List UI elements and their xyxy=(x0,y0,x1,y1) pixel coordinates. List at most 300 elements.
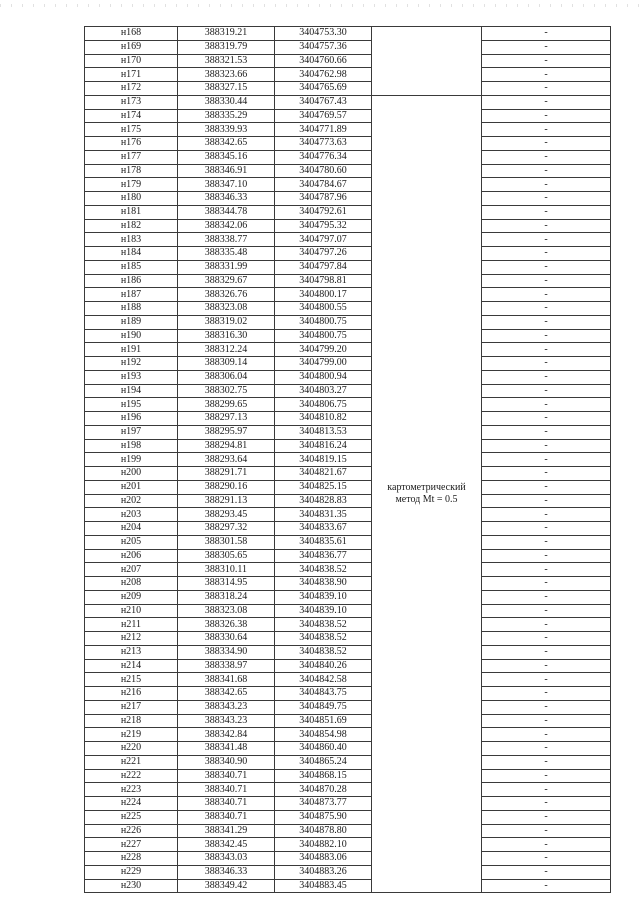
y-coordinate-cell: 3404825.15 xyxy=(275,480,372,494)
x-coordinate-cell: 388291.13 xyxy=(178,494,275,508)
x-coordinate-cell: 388342.84 xyxy=(178,728,275,742)
point-name-cell: н207 xyxy=(85,563,178,577)
table-row xyxy=(85,68,611,82)
x-coordinate-cell: 388301.58 xyxy=(178,535,275,549)
y-coordinate-cell: 3404843.75 xyxy=(275,687,372,701)
x-coordinate-cell: 388335.48 xyxy=(178,247,275,261)
y-coordinate-cell: 3404875.90 xyxy=(275,810,372,824)
table-row xyxy=(85,425,611,439)
x-coordinate-cell: 388293.64 xyxy=(178,453,275,467)
x-coordinate-cell: 388318.24 xyxy=(178,590,275,604)
y-coordinate-cell: 3404810.82 xyxy=(275,412,372,426)
point-name-cell: н221 xyxy=(85,755,178,769)
point-name-cell: н218 xyxy=(85,714,178,728)
y-coordinate-cell: 3404753.30 xyxy=(275,27,372,41)
table-row xyxy=(85,494,611,508)
point-name-cell: н223 xyxy=(85,783,178,797)
point-name-cell: н213 xyxy=(85,645,178,659)
x-coordinate-cell: 388306.04 xyxy=(178,370,275,384)
table-row xyxy=(85,769,611,783)
y-coordinate-cell: 3404813.53 xyxy=(275,425,372,439)
error-value-cell: - xyxy=(482,357,611,371)
y-coordinate-cell: 3404865.24 xyxy=(275,755,372,769)
y-coordinate-cell: 3404773.63 xyxy=(275,137,372,151)
table-row xyxy=(85,192,611,206)
point-name-cell: н201 xyxy=(85,480,178,494)
table-row xyxy=(85,384,611,398)
table-row xyxy=(85,260,611,274)
error-value-cell: - xyxy=(482,247,611,261)
point-name-cell: н169 xyxy=(85,40,178,54)
x-coordinate-cell: 388341.29 xyxy=(178,824,275,838)
y-coordinate-cell: 3404757.36 xyxy=(275,40,372,54)
table-row xyxy=(85,563,611,577)
y-coordinate-cell: 3404835.61 xyxy=(275,535,372,549)
error-value-cell: - xyxy=(482,82,611,96)
table-row xyxy=(85,797,611,811)
point-name-cell: н171 xyxy=(85,68,178,82)
error-value-cell: - xyxy=(482,302,611,316)
x-coordinate-cell: 388290.16 xyxy=(178,480,275,494)
point-name-cell: н211 xyxy=(85,618,178,632)
x-coordinate-cell: 388327.15 xyxy=(178,82,275,96)
point-name-cell: н202 xyxy=(85,494,178,508)
table-row xyxy=(85,398,611,412)
error-value-cell: - xyxy=(482,879,611,893)
error-value-cell: - xyxy=(482,673,611,687)
y-coordinate-cell: 3404851.69 xyxy=(275,714,372,728)
point-name-cell: н227 xyxy=(85,838,178,852)
point-name-cell: н168 xyxy=(85,27,178,41)
x-coordinate-cell: 388291.71 xyxy=(178,467,275,481)
error-value-cell: - xyxy=(482,27,611,41)
error-value-cell: - xyxy=(482,137,611,151)
table-row xyxy=(85,343,611,357)
error-value-cell: - xyxy=(482,109,611,123)
x-coordinate-cell: 388330.64 xyxy=(178,632,275,646)
error-value-cell: - xyxy=(482,384,611,398)
table-row xyxy=(85,659,611,673)
x-coordinate-cell: 388346.91 xyxy=(178,164,275,178)
point-name-cell: н184 xyxy=(85,247,178,261)
x-coordinate-cell: 388342.06 xyxy=(178,219,275,233)
error-value-cell: - xyxy=(482,315,611,329)
error-value-cell: - xyxy=(482,494,611,508)
y-coordinate-cell: 3404792.61 xyxy=(275,205,372,219)
x-coordinate-cell: 388343.03 xyxy=(178,852,275,866)
error-value-cell: - xyxy=(482,205,611,219)
table-row xyxy=(85,728,611,742)
table-row xyxy=(85,549,611,563)
y-coordinate-cell: 3404795.32 xyxy=(275,219,372,233)
table-row xyxy=(85,783,611,797)
y-coordinate-cell: 3404839.10 xyxy=(275,590,372,604)
y-coordinate-cell: 3404769.57 xyxy=(275,109,372,123)
point-name-cell: н209 xyxy=(85,590,178,604)
x-coordinate-cell: 388295.97 xyxy=(178,425,275,439)
point-name-cell: н203 xyxy=(85,508,178,522)
scan-artifact-line xyxy=(0,4,640,7)
point-name-cell: н181 xyxy=(85,205,178,219)
x-coordinate-cell: 388299.65 xyxy=(178,398,275,412)
y-coordinate-cell: 3404838.52 xyxy=(275,645,372,659)
error-value-cell: - xyxy=(482,604,611,618)
point-name-cell: н229 xyxy=(85,865,178,879)
table-row xyxy=(85,824,611,838)
error-value-cell: - xyxy=(482,632,611,646)
x-coordinate-cell: 388344.78 xyxy=(178,205,275,219)
point-name-cell: н219 xyxy=(85,728,178,742)
point-name-cell: н183 xyxy=(85,233,178,247)
y-coordinate-cell: 3404760.66 xyxy=(275,54,372,68)
table-row xyxy=(85,810,611,824)
y-coordinate-cell: 3404868.15 xyxy=(275,769,372,783)
table-row xyxy=(85,150,611,164)
point-name-cell: н225 xyxy=(85,810,178,824)
error-value-cell: - xyxy=(482,370,611,384)
error-value-cell: - xyxy=(482,150,611,164)
error-value-cell: - xyxy=(482,343,611,357)
x-coordinate-cell: 388321.53 xyxy=(178,54,275,68)
table-row xyxy=(85,274,611,288)
y-coordinate-cell: 3404828.83 xyxy=(275,494,372,508)
y-coordinate-cell: 3404803.27 xyxy=(275,384,372,398)
y-coordinate-cell: 3404833.67 xyxy=(275,522,372,536)
error-value-cell: - xyxy=(482,95,611,109)
x-coordinate-cell: 388323.66 xyxy=(178,68,275,82)
table-row xyxy=(85,714,611,728)
y-coordinate-cell: 3404883.45 xyxy=(275,879,372,893)
table-row xyxy=(85,178,611,192)
point-name-cell: н196 xyxy=(85,412,178,426)
coordinates-table xyxy=(84,26,611,893)
y-coordinate-cell: 3404838.52 xyxy=(275,563,372,577)
y-coordinate-cell: 3404800.94 xyxy=(275,370,372,384)
point-name-cell: н197 xyxy=(85,425,178,439)
table-row xyxy=(85,27,611,41)
error-value-cell: - xyxy=(482,233,611,247)
table-row xyxy=(85,233,611,247)
point-name-cell: н208 xyxy=(85,577,178,591)
x-coordinate-cell: 388338.77 xyxy=(178,233,275,247)
y-coordinate-cell: 3404799.20 xyxy=(275,343,372,357)
x-coordinate-cell: 388341.68 xyxy=(178,673,275,687)
error-value-cell: - xyxy=(482,769,611,783)
point-name-cell: н185 xyxy=(85,260,178,274)
y-coordinate-cell: 3404873.77 xyxy=(275,797,372,811)
point-name-cell: н175 xyxy=(85,123,178,137)
y-coordinate-cell: 3404797.84 xyxy=(275,260,372,274)
error-value-cell: - xyxy=(482,68,611,82)
point-name-cell: н205 xyxy=(85,535,178,549)
error-value-cell: - xyxy=(482,439,611,453)
table-row xyxy=(85,288,611,302)
point-name-cell: н226 xyxy=(85,824,178,838)
error-value-cell: - xyxy=(482,453,611,467)
table-row xyxy=(85,82,611,96)
x-coordinate-cell: 388329.67 xyxy=(178,274,275,288)
table-row xyxy=(85,40,611,54)
x-coordinate-cell: 388345.16 xyxy=(178,150,275,164)
table-row xyxy=(85,95,611,109)
x-coordinate-cell: 388340.71 xyxy=(178,810,275,824)
point-name-cell: н176 xyxy=(85,137,178,151)
x-coordinate-cell: 388342.45 xyxy=(178,838,275,852)
error-value-cell: - xyxy=(482,797,611,811)
table-row xyxy=(85,467,611,481)
error-value-cell: - xyxy=(482,425,611,439)
point-name-cell: н228 xyxy=(85,852,178,866)
y-coordinate-cell: 3404776.34 xyxy=(275,150,372,164)
point-name-cell: н215 xyxy=(85,673,178,687)
x-coordinate-cell: 388343.23 xyxy=(178,714,275,728)
table-row xyxy=(85,879,611,893)
x-coordinate-cell: 388341.48 xyxy=(178,742,275,756)
table-row xyxy=(85,315,611,329)
error-value-cell: - xyxy=(482,54,611,68)
error-value-cell: - xyxy=(482,508,611,522)
y-coordinate-cell: 3404765.69 xyxy=(275,82,372,96)
y-coordinate-cell: 3404883.06 xyxy=(275,852,372,866)
table-row xyxy=(85,700,611,714)
error-value-cell: - xyxy=(482,824,611,838)
x-coordinate-cell: 388335.29 xyxy=(178,109,275,123)
y-coordinate-cell: 3404784.67 xyxy=(275,178,372,192)
y-coordinate-cell: 3404806.75 xyxy=(275,398,372,412)
x-coordinate-cell: 388346.33 xyxy=(178,865,275,879)
table-row xyxy=(85,632,611,646)
table-row xyxy=(85,577,611,591)
x-coordinate-cell: 388319.79 xyxy=(178,40,275,54)
error-value-cell: - xyxy=(482,563,611,577)
x-coordinate-cell: 388342.65 xyxy=(178,687,275,701)
x-coordinate-cell: 388331.99 xyxy=(178,260,275,274)
error-value-cell: - xyxy=(482,480,611,494)
y-coordinate-cell: 3404836.77 xyxy=(275,549,372,563)
table-row xyxy=(85,205,611,219)
table-row xyxy=(85,357,611,371)
x-coordinate-cell: 388340.71 xyxy=(178,769,275,783)
y-coordinate-cell: 3404838.52 xyxy=(275,618,372,632)
point-name-cell: н193 xyxy=(85,370,178,384)
point-name-cell: н210 xyxy=(85,604,178,618)
y-coordinate-cell: 3404860.40 xyxy=(275,742,372,756)
x-coordinate-cell: 388323.08 xyxy=(178,604,275,618)
method-accuracy-label: метод Mt = 0.5 xyxy=(395,494,458,505)
error-value-cell: - xyxy=(482,123,611,137)
point-name-cell: н174 xyxy=(85,109,178,123)
y-coordinate-cell: 3404819.15 xyxy=(275,453,372,467)
x-coordinate-cell: 388339.93 xyxy=(178,123,275,137)
x-coordinate-cell: 388343.23 xyxy=(178,700,275,714)
y-coordinate-cell: 3404838.52 xyxy=(275,632,372,646)
error-value-cell: - xyxy=(482,40,611,54)
error-value-cell: - xyxy=(482,274,611,288)
table-row xyxy=(85,673,611,687)
table-row xyxy=(85,508,611,522)
table-row xyxy=(85,522,611,536)
table-row xyxy=(85,439,611,453)
error-value-cell: - xyxy=(482,852,611,866)
error-value-cell: - xyxy=(482,178,611,192)
table-row xyxy=(85,109,611,123)
table-row xyxy=(85,742,611,756)
error-value-cell: - xyxy=(482,577,611,591)
y-coordinate-cell: 3404870.28 xyxy=(275,783,372,797)
error-value-cell: - xyxy=(482,865,611,879)
point-name-cell: н194 xyxy=(85,384,178,398)
point-name-cell: н192 xyxy=(85,357,178,371)
error-value-cell: - xyxy=(482,192,611,206)
y-coordinate-cell: 3404780.60 xyxy=(275,164,372,178)
x-coordinate-cell: 388334.90 xyxy=(178,645,275,659)
x-coordinate-cell: 388346.33 xyxy=(178,192,275,206)
x-coordinate-cell: 388293.45 xyxy=(178,508,275,522)
point-name-cell: н180 xyxy=(85,192,178,206)
error-value-cell: - xyxy=(482,810,611,824)
y-coordinate-cell: 3404800.55 xyxy=(275,302,372,316)
y-coordinate-cell: 3404849.75 xyxy=(275,700,372,714)
error-value-cell: - xyxy=(482,288,611,302)
point-name-cell: н173 xyxy=(85,95,178,109)
point-name-cell: н178 xyxy=(85,164,178,178)
point-name-cell: н187 xyxy=(85,288,178,302)
point-name-cell: н179 xyxy=(85,178,178,192)
error-value-cell: - xyxy=(482,260,611,274)
x-coordinate-cell: 388297.13 xyxy=(178,412,275,426)
y-coordinate-cell: 3404767.43 xyxy=(275,95,372,109)
y-coordinate-cell: 3404882.10 xyxy=(275,838,372,852)
error-value-cell: - xyxy=(482,164,611,178)
point-name-cell: н189 xyxy=(85,315,178,329)
x-coordinate-cell: 388319.21 xyxy=(178,27,275,41)
error-value-cell: - xyxy=(482,645,611,659)
error-value-cell: - xyxy=(482,522,611,536)
y-coordinate-cell: 3404797.07 xyxy=(275,233,372,247)
y-coordinate-cell: 3404854.98 xyxy=(275,728,372,742)
table-row xyxy=(85,865,611,879)
y-coordinate-cell: 3404798.81 xyxy=(275,274,372,288)
y-coordinate-cell: 3404800.17 xyxy=(275,288,372,302)
error-value-cell: - xyxy=(482,714,611,728)
table-row xyxy=(85,412,611,426)
y-coordinate-cell: 3404840.26 xyxy=(275,659,372,673)
table-row xyxy=(85,535,611,549)
point-name-cell: н217 xyxy=(85,700,178,714)
table-row xyxy=(85,453,611,467)
x-coordinate-cell: 388316.30 xyxy=(178,329,275,343)
x-coordinate-cell: 388319.02 xyxy=(178,315,275,329)
x-coordinate-cell: 388302.75 xyxy=(178,384,275,398)
coordinates-table-body xyxy=(85,27,611,893)
x-coordinate-cell: 388326.38 xyxy=(178,618,275,632)
table-row xyxy=(85,137,611,151)
table-row xyxy=(85,302,611,316)
x-coordinate-cell: 388310.11 xyxy=(178,563,275,577)
error-value-cell: - xyxy=(482,838,611,852)
error-value-cell: - xyxy=(482,467,611,481)
error-value-cell: - xyxy=(482,728,611,742)
error-value-cell: - xyxy=(482,755,611,769)
table-row xyxy=(85,645,611,659)
point-name-cell: н212 xyxy=(85,632,178,646)
y-coordinate-cell: 3404838.90 xyxy=(275,577,372,591)
table-row xyxy=(85,370,611,384)
point-name-cell: н191 xyxy=(85,343,178,357)
y-coordinate-cell: 3404787.96 xyxy=(275,192,372,206)
table-row xyxy=(85,247,611,261)
x-coordinate-cell: 388314.95 xyxy=(178,577,275,591)
error-value-cell: - xyxy=(482,329,611,343)
y-coordinate-cell: 3404771.89 xyxy=(275,123,372,137)
y-coordinate-cell: 3404878.80 xyxy=(275,824,372,838)
y-coordinate-cell: 3404762.98 xyxy=(275,68,372,82)
point-name-cell: н206 xyxy=(85,549,178,563)
x-coordinate-cell: 388342.65 xyxy=(178,137,275,151)
error-value-cell: - xyxy=(482,783,611,797)
x-coordinate-cell: 388297.32 xyxy=(178,522,275,536)
point-name-cell: н188 xyxy=(85,302,178,316)
x-coordinate-cell: 388349.42 xyxy=(178,879,275,893)
method-label: картометрический xyxy=(387,482,466,493)
point-name-cell: н177 xyxy=(85,150,178,164)
table-row xyxy=(85,329,611,343)
table-row xyxy=(85,480,611,494)
error-value-cell: - xyxy=(482,687,611,701)
point-name-cell: н182 xyxy=(85,219,178,233)
error-value-cell: - xyxy=(482,590,611,604)
y-coordinate-cell: 3404800.75 xyxy=(275,315,372,329)
point-name-cell: н172 xyxy=(85,82,178,96)
y-coordinate-cell: 3404821.67 xyxy=(275,467,372,481)
table-row xyxy=(85,590,611,604)
x-coordinate-cell: 388294.81 xyxy=(178,439,275,453)
x-coordinate-cell: 388305.65 xyxy=(178,549,275,563)
point-name-cell: н204 xyxy=(85,522,178,536)
table-row xyxy=(85,852,611,866)
table-row xyxy=(85,755,611,769)
y-coordinate-cell: 3404842.58 xyxy=(275,673,372,687)
x-coordinate-cell: 388323.08 xyxy=(178,302,275,316)
x-coordinate-cell: 388309.14 xyxy=(178,357,275,371)
table-row xyxy=(85,618,611,632)
point-name-cell: н198 xyxy=(85,439,178,453)
point-name-cell: н214 xyxy=(85,659,178,673)
error-value-cell: - xyxy=(482,412,611,426)
y-coordinate-cell: 3404831.35 xyxy=(275,508,372,522)
y-coordinate-cell: 3404800.75 xyxy=(275,329,372,343)
y-coordinate-cell: 3404839.10 xyxy=(275,604,372,618)
point-name-cell: н200 xyxy=(85,467,178,481)
point-name-cell: н224 xyxy=(85,797,178,811)
y-coordinate-cell: 3404797.26 xyxy=(275,247,372,261)
table-row xyxy=(85,54,611,68)
x-coordinate-cell: 388338.97 xyxy=(178,659,275,673)
x-coordinate-cell: 388347.10 xyxy=(178,178,275,192)
x-coordinate-cell: 388326.76 xyxy=(178,288,275,302)
error-value-cell: - xyxy=(482,700,611,714)
table-row xyxy=(85,164,611,178)
error-value-cell: - xyxy=(482,618,611,632)
error-value-cell: - xyxy=(482,398,611,412)
x-coordinate-cell: 388340.71 xyxy=(178,783,275,797)
error-value-cell: - xyxy=(482,535,611,549)
point-name-cell: н216 xyxy=(85,687,178,701)
x-coordinate-cell: 388340.90 xyxy=(178,755,275,769)
table-row xyxy=(85,604,611,618)
x-coordinate-cell: 388340.71 xyxy=(178,797,275,811)
point-name-cell: н195 xyxy=(85,398,178,412)
